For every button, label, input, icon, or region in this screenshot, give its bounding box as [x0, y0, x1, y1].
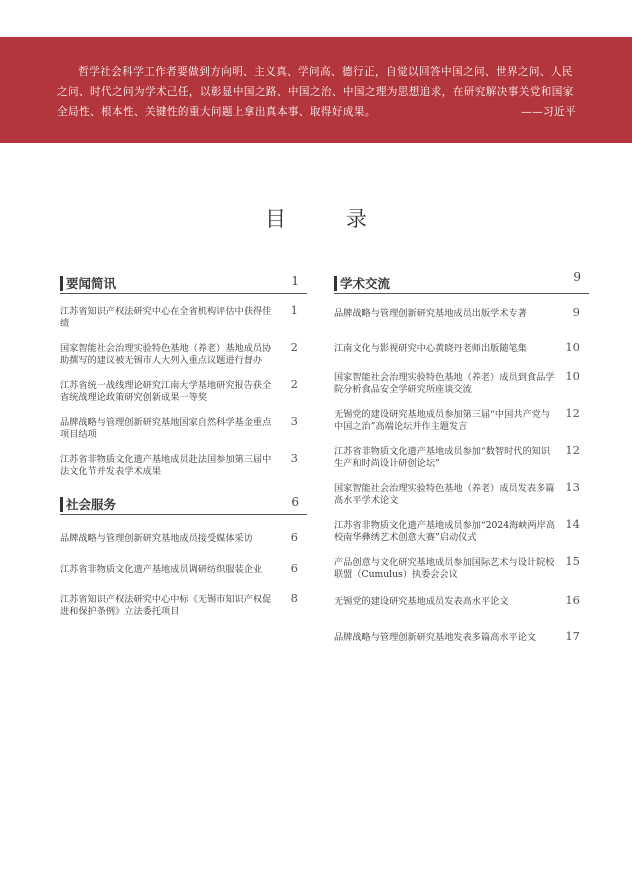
section-title[interactable]: 社会服务	[66, 497, 117, 512]
toc-section	[334, 270, 589, 643]
toc-entry-title: 江苏省非物质文化遗产基地成员调研纺织服装企业	[60, 563, 263, 575]
toc-section	[60, 273, 307, 477]
toc-entry-page: 12	[565, 406, 580, 420]
section-header	[334, 270, 589, 294]
section-marker	[60, 497, 63, 512]
section-header	[60, 273, 307, 294]
section-title[interactable]: 学术交流	[340, 276, 391, 291]
toc-entry-title: 江苏省非物质文化遗产基地成员参加“数智时代的知识生产和时尚设计研创论坛”	[334, 446, 551, 469]
toc-entry-title: 国家智能社会治理实验特色基地（养老）成员到食品学院分析食品安全学研究所座谈交流	[334, 372, 555, 395]
toc-entry-title: 无锡党的建设研究基地成员参加第三届“中国共产党与中国之治”高端论坛并作主题发言	[334, 409, 551, 432]
page-title: 目录	[265, 207, 427, 231]
toc-entry[interactable]	[334, 443, 589, 469]
toc-entry-page: 10	[565, 339, 580, 354]
section-title[interactable]: 要闻简讯	[66, 276, 117, 291]
toc-entry-page: 2	[290, 340, 298, 354]
toc-entry-title: 品牌战略与管理创新研究基地成员出版学术专著	[334, 308, 527, 319]
toc-entry[interactable]	[60, 414, 307, 440]
toc-left-column	[60, 273, 307, 617]
toc-entry-title: 江苏省知识产权法研究中心中标《无锡市知识产权促进和保护条例》立法委托项目	[60, 594, 272, 617]
toc-entry-title: 国家智能社会治理实验特色基地（养老）基地成员协助撰写的建议被无锡市人大列入重点议题进行督办	[60, 343, 272, 366]
toc-entry-title: 江苏省知识产权法研究中心在全省机构评估中获得佳绩	[60, 306, 272, 329]
toc-entry-page: 6	[290, 560, 298, 575]
toc-entry[interactable]	[334, 628, 589, 644]
toc-entry[interactable]	[334, 554, 589, 580]
toc-entry[interactable]	[60, 560, 307, 576]
toc-entry[interactable]	[334, 339, 589, 355]
toc-entry-title: 产品创意与文化研究基地成员参加国际艺术与设计院校联盟（Cumulus）执委会会议	[334, 557, 555, 580]
toc-section	[60, 494, 307, 617]
toc-entry-title: 江苏省非物质文化遗产基地成员参加“2024海峡两岸高校南华彝绣艺术创意大赛”启动仪式	[334, 520, 556, 543]
section-marker	[60, 276, 63, 291]
toc-entry-page: 2	[290, 377, 298, 391]
section-page-number: 9	[573, 270, 581, 284]
toc-entry-page: 3	[290, 414, 298, 428]
toc-entry[interactable]	[60, 530, 307, 545]
toc-entry-page: 10	[565, 369, 580, 383]
toc-entry-page: 16	[565, 593, 580, 607]
toc-right-column	[334, 270, 589, 643]
section-page-number: 1	[291, 274, 299, 288]
toc-entry-title: 品牌战略与管理创新研究基地国家自然科学基金重点项目结项	[60, 417, 272, 440]
toc-entry[interactable]	[334, 480, 589, 506]
toc-entry-title: 江苏省非物质文化遗产基地成员赴法国参加第三届中法文化节并发表学术成果	[60, 454, 272, 477]
toc-entry-title: 江苏省统一战线理论研究江南大学基地研究报告获全省统战理论政策研究创新成果一等奖	[60, 380, 272, 403]
toc-entry[interactable]	[60, 591, 307, 617]
toc-entry[interactable]	[60, 451, 307, 477]
toc-entry[interactable]	[60, 377, 307, 403]
toc-entry-page: 6	[290, 530, 298, 544]
toc-entry[interactable]	[334, 406, 589, 432]
toc-entry-page: 12	[565, 443, 580, 457]
toc-entry-page: 17	[565, 628, 580, 643]
toc-entry-page: 3	[290, 451, 298, 465]
toc-entry-title: 品牌战略与管理创新研究基地发表多篇高水平论文	[334, 631, 537, 643]
section-page-number: 6	[291, 495, 299, 509]
toc-entry-page: 15	[565, 554, 580, 568]
toc-entry[interactable]	[334, 593, 589, 608]
toc-entry-page: 1	[290, 303, 298, 317]
quote-author: ——习近平	[521, 106, 576, 118]
toc-entry[interactable]	[60, 303, 307, 329]
section-header	[60, 494, 307, 515]
toc-entry-page: 9	[572, 305, 580, 319]
toc-entry-title: 品牌战略与管理创新研究基地成员接受媒体采访	[60, 533, 253, 544]
toc-entry-title: 江南文化与影视研究中心黄晓丹老师出版随笔集	[334, 342, 527, 354]
toc-entry-page: 14	[565, 517, 580, 531]
toc-entry[interactable]	[334, 369, 589, 395]
toc-entry[interactable]	[334, 305, 589, 320]
toc-entry-title: 无锡党的建设研究基地成员发表高水平论文	[334, 596, 509, 607]
toc-entry-page: 8	[290, 591, 298, 605]
quote-text: 哲学社会科学工作者要做到方向明、主义真、学问高、德行正，自觉以回答中国之问、世界之问、人民之问、时代之问为学术己任，以彰显中国之路、中国之治、中国之理为思想追求，在研究解决事关党和国家全局性、根本性、关键性的重大问题上拿出真本事、取得好成果。	[57, 66, 574, 118]
toc-entry[interactable]	[334, 517, 589, 543]
toc-entry-page: 13	[565, 480, 580, 494]
toc-entry-title: 国家智能社会治理实验特色基地（养老）成员发表多篇高水平学术论文	[334, 483, 555, 506]
toc-entry[interactable]	[60, 340, 307, 366]
section-marker	[334, 276, 337, 291]
banner-quote	[57, 62, 576, 122]
